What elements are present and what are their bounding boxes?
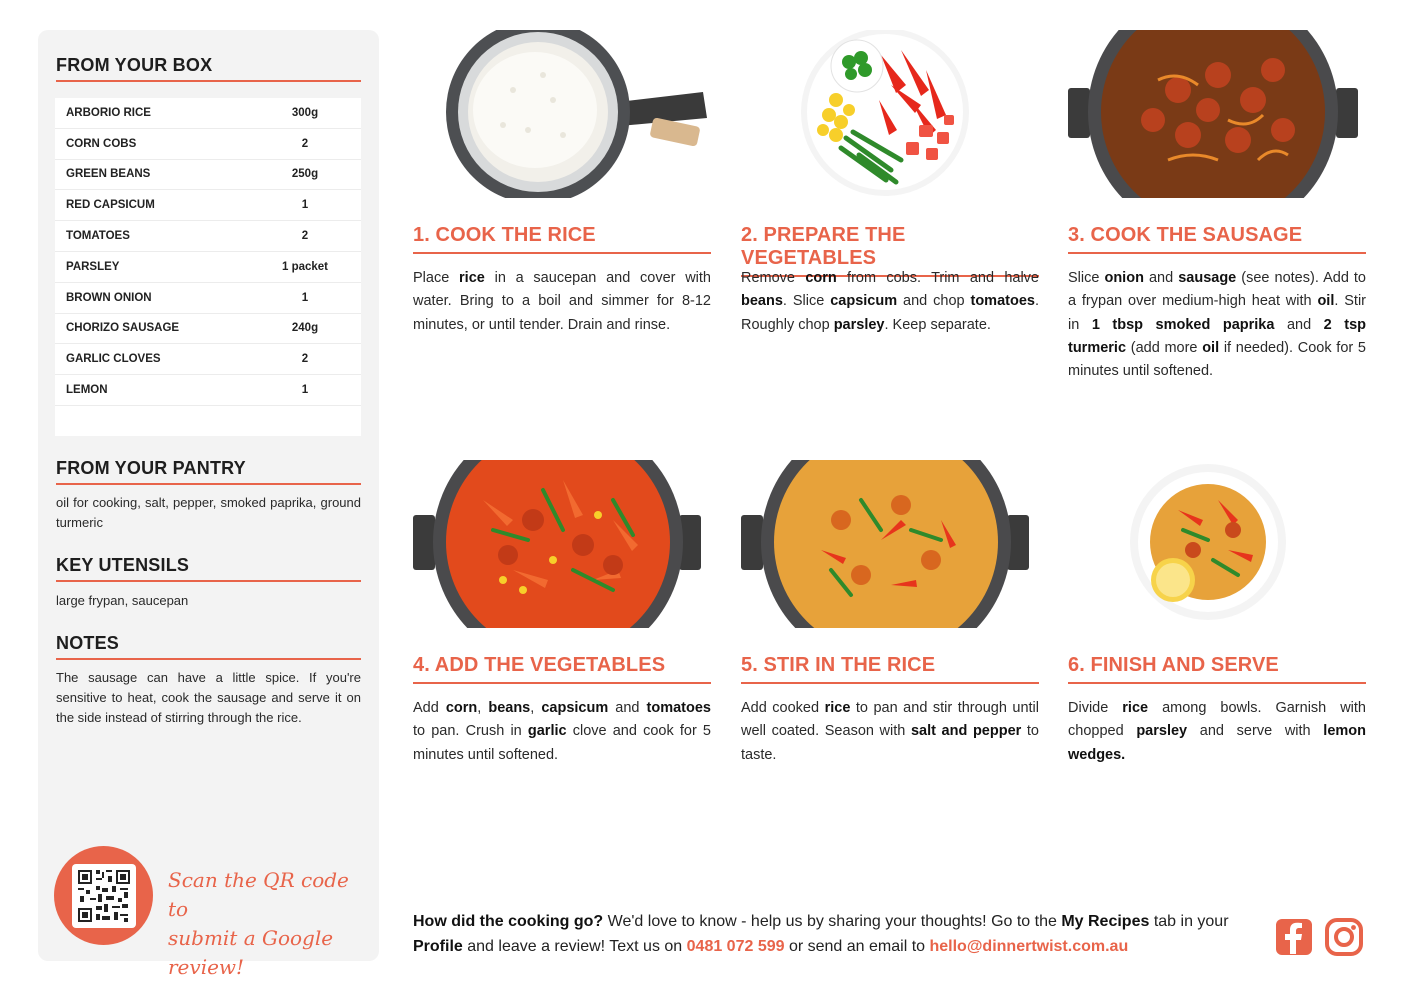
text-segment: and serve with (1187, 723, 1324, 740)
emphasis-text: My Recipes (1061, 913, 1150, 930)
text-segment: among bowls. Garnish with chopped (1068, 700, 1367, 740)
emphasis-text: salt and pepper (910, 723, 1022, 740)
ingredient-qty: 300g (291, 106, 319, 119)
ingredient-row (55, 98, 361, 129)
ingredient-name: CHORIZO SAUSAGE (66, 322, 180, 335)
ingredient-name: RED CAPSICUM (66, 199, 155, 212)
step-4-text (413, 697, 711, 767)
step-5-text (741, 697, 1039, 767)
vegetables-pan-photo (413, 460, 711, 628)
emphasis-text: beans (741, 293, 783, 310)
ingredient-row (55, 344, 361, 375)
text-segment: clove and cook for 5 minutes until softened. (413, 723, 711, 763)
pantry-heading: FROM YOUR PANTRY (56, 458, 361, 485)
qr-caption (168, 866, 368, 982)
ingredient-name: ARBORIO RICE (66, 106, 151, 119)
text-segment: and chop (897, 293, 971, 310)
emphasis-text: 1 tbsp smoked paprika (1091, 316, 1275, 333)
emphasis-text: garlic (527, 723, 567, 740)
text-segment: in a saucepan and cover with water. Bring to a boil and simmer for 8-12 minutes, or until tender. Drain and rinse. (413, 270, 711, 333)
ingredient-qty: 1 packet (281, 260, 329, 273)
emphasis-text: Profile (413, 938, 463, 955)
rice-pan-photo (741, 460, 1039, 628)
ingredient-qty: 1 (301, 199, 309, 212)
emphasis-text: rice (824, 700, 851, 716)
ingredient-name: PARSLEY (66, 260, 120, 273)
ingredient-row (55, 221, 361, 252)
text-segment: Divide (1068, 700, 1123, 716)
text-segment: and (1274, 316, 1324, 333)
ingredient-name: CORN COBS (66, 137, 137, 150)
rice-strainer-photo (413, 30, 711, 198)
qr-caption-line2: submit a Google review! (168, 926, 334, 979)
text-segment: Slice (1068, 270, 1105, 286)
step-3-text (1068, 267, 1366, 383)
text-segment: Add cooked (741, 700, 825, 716)
notes-heading: NOTES (56, 633, 361, 660)
ingredient-qty: 240g (291, 322, 319, 335)
text-segment: (add more (1126, 339, 1203, 356)
ingredient-table (55, 98, 361, 436)
ingredient-row (55, 283, 361, 314)
step-6-title: 6. FINISH AND SERVE (1068, 654, 1366, 684)
ingredient-row (55, 314, 361, 345)
ingredient-name: BROWN ONION (66, 291, 152, 304)
ingredient-qty: 1 (301, 384, 309, 397)
emphasis-text: parsley (1136, 723, 1188, 740)
pantry-text: oil for cooking, salt, pepper, smoked paprika, ground turmeric (56, 495, 361, 530)
text-segment: . Roughly chop (741, 293, 1039, 333)
emphasis-text: onion (1104, 270, 1144, 286)
text-segment: and (608, 700, 647, 716)
text-segment: . Slice (782, 293, 831, 310)
text-segment: . Stir in (1068, 293, 1366, 333)
ingredient-name: GARLIC CLOVES (66, 353, 161, 366)
emphasis-text: rice (1122, 700, 1149, 716)
text-segment: We'd love to know - help us by sharing your thoughts! Go to the (603, 913, 1062, 930)
step-1-text (413, 267, 711, 337)
notes-text: The sausage can have a little spice. If you're sensitive to heat, cook the sausage and serve it on the side instead of stirring through the rice. (56, 670, 361, 725)
ingredient-qty: 2 (301, 137, 309, 150)
ingredient-name: GREEN BEANS (66, 168, 151, 181)
step-2-title: 2. PREPARE THE VEGETABLES (741, 224, 1039, 277)
utensils-text: large frypan, saucepan (56, 593, 189, 608)
finished-bowl-photo (1068, 460, 1366, 628)
text-segment: Place (413, 270, 460, 286)
text-segment: to taste. (741, 723, 1040, 763)
step-3-title: 3. COOK THE SAUSAGE (1068, 224, 1366, 254)
ingredient-row (55, 129, 361, 160)
text-segment: (see notes). Add to a frypan over medium-high heat with (1068, 270, 1367, 310)
text-segment: Remove (741, 270, 806, 286)
from-box-heading: FROM YOUR BOX (56, 55, 361, 82)
ingredient-row (55, 190, 361, 221)
ingredient-qty: 2 (301, 353, 309, 366)
emphasis-text: parsley (833, 316, 885, 333)
ingredient-name: LEMON (66, 384, 108, 397)
emphasis-text: rice (459, 270, 485, 286)
text-segment: if needed). Cook for 5 minutes until softened. (1068, 339, 1366, 380)
emphasis-text: capsicum (541, 700, 609, 716)
step-5-title: 5. STIR IN THE RICE (741, 654, 1039, 684)
ingredient-qty: 2 (301, 230, 309, 243)
emphasis-text: How did the cooking go? (413, 913, 604, 930)
emphasis-text: capsicum (830, 293, 898, 310)
facebook-icon[interactable] (1275, 918, 1313, 956)
feedback-footer (413, 909, 1263, 959)
emphasis-text: oil (1317, 293, 1335, 310)
text-segment: and leave a review! Text us on (462, 938, 687, 955)
utensils-heading: KEY UTENSILS (56, 555, 361, 582)
ingredient-row (55, 375, 361, 406)
emphasis-text: corn (445, 700, 478, 716)
emphasis-text: sausage (1178, 270, 1237, 286)
vegetables-plate-photo (741, 30, 1039, 198)
sidebar (38, 30, 379, 979)
text-segment: or send an email to (784, 938, 930, 955)
qr-badge[interactable] (54, 846, 153, 945)
step-1-title: 1. COOK THE RICE (413, 224, 711, 254)
emphasis-text: tomatoes (970, 293, 1035, 310)
emphasis-text[interactable]: hello@dinnertwist.com.au (929, 938, 1129, 955)
text-segment: and (1143, 270, 1179, 286)
emphasis-text: beans (488, 700, 531, 716)
qr-code-icon[interactable] (72, 864, 136, 928)
ingredient-qty: 1 (301, 291, 309, 304)
text-segment: to pan and stir through until well coated. Season with (741, 700, 1039, 740)
text-segment: from cobs. Trim and halve (836, 270, 1039, 286)
ingredient-qty: 250g (291, 168, 319, 181)
ingredient-row (55, 252, 361, 283)
emphasis-text[interactable]: 0481 072 599 (686, 938, 785, 955)
ingredient-row (55, 160, 361, 191)
step-6-text (1068, 697, 1366, 767)
text-segment: Add (413, 700, 446, 716)
text-segment: to pan. Crush in (413, 723, 528, 740)
text-segment: tab in your (1149, 913, 1229, 930)
sausage-pan-photo (1068, 30, 1366, 198)
step-4-title: 4. ADD THE VEGETABLES (413, 654, 711, 684)
emphasis-text: corn (805, 270, 837, 286)
emphasis-text: oil (1202, 339, 1220, 356)
qr-caption-line1: Scan the QR code to (168, 868, 349, 921)
emphasis-text: tomatoes (646, 700, 711, 716)
text-segment: , (477, 700, 489, 716)
step-2-text (741, 267, 1039, 337)
ingredient-name: TOMATOES (66, 230, 130, 243)
emphasis-text: lemon wedges. (1068, 723, 1366, 763)
emphasis-text: 2 tsp turmeric (1068, 316, 1366, 356)
text-segment: . Keep separate. (884, 316, 991, 333)
text-segment: , (530, 700, 542, 716)
instagram-icon[interactable] (1325, 918, 1363, 956)
